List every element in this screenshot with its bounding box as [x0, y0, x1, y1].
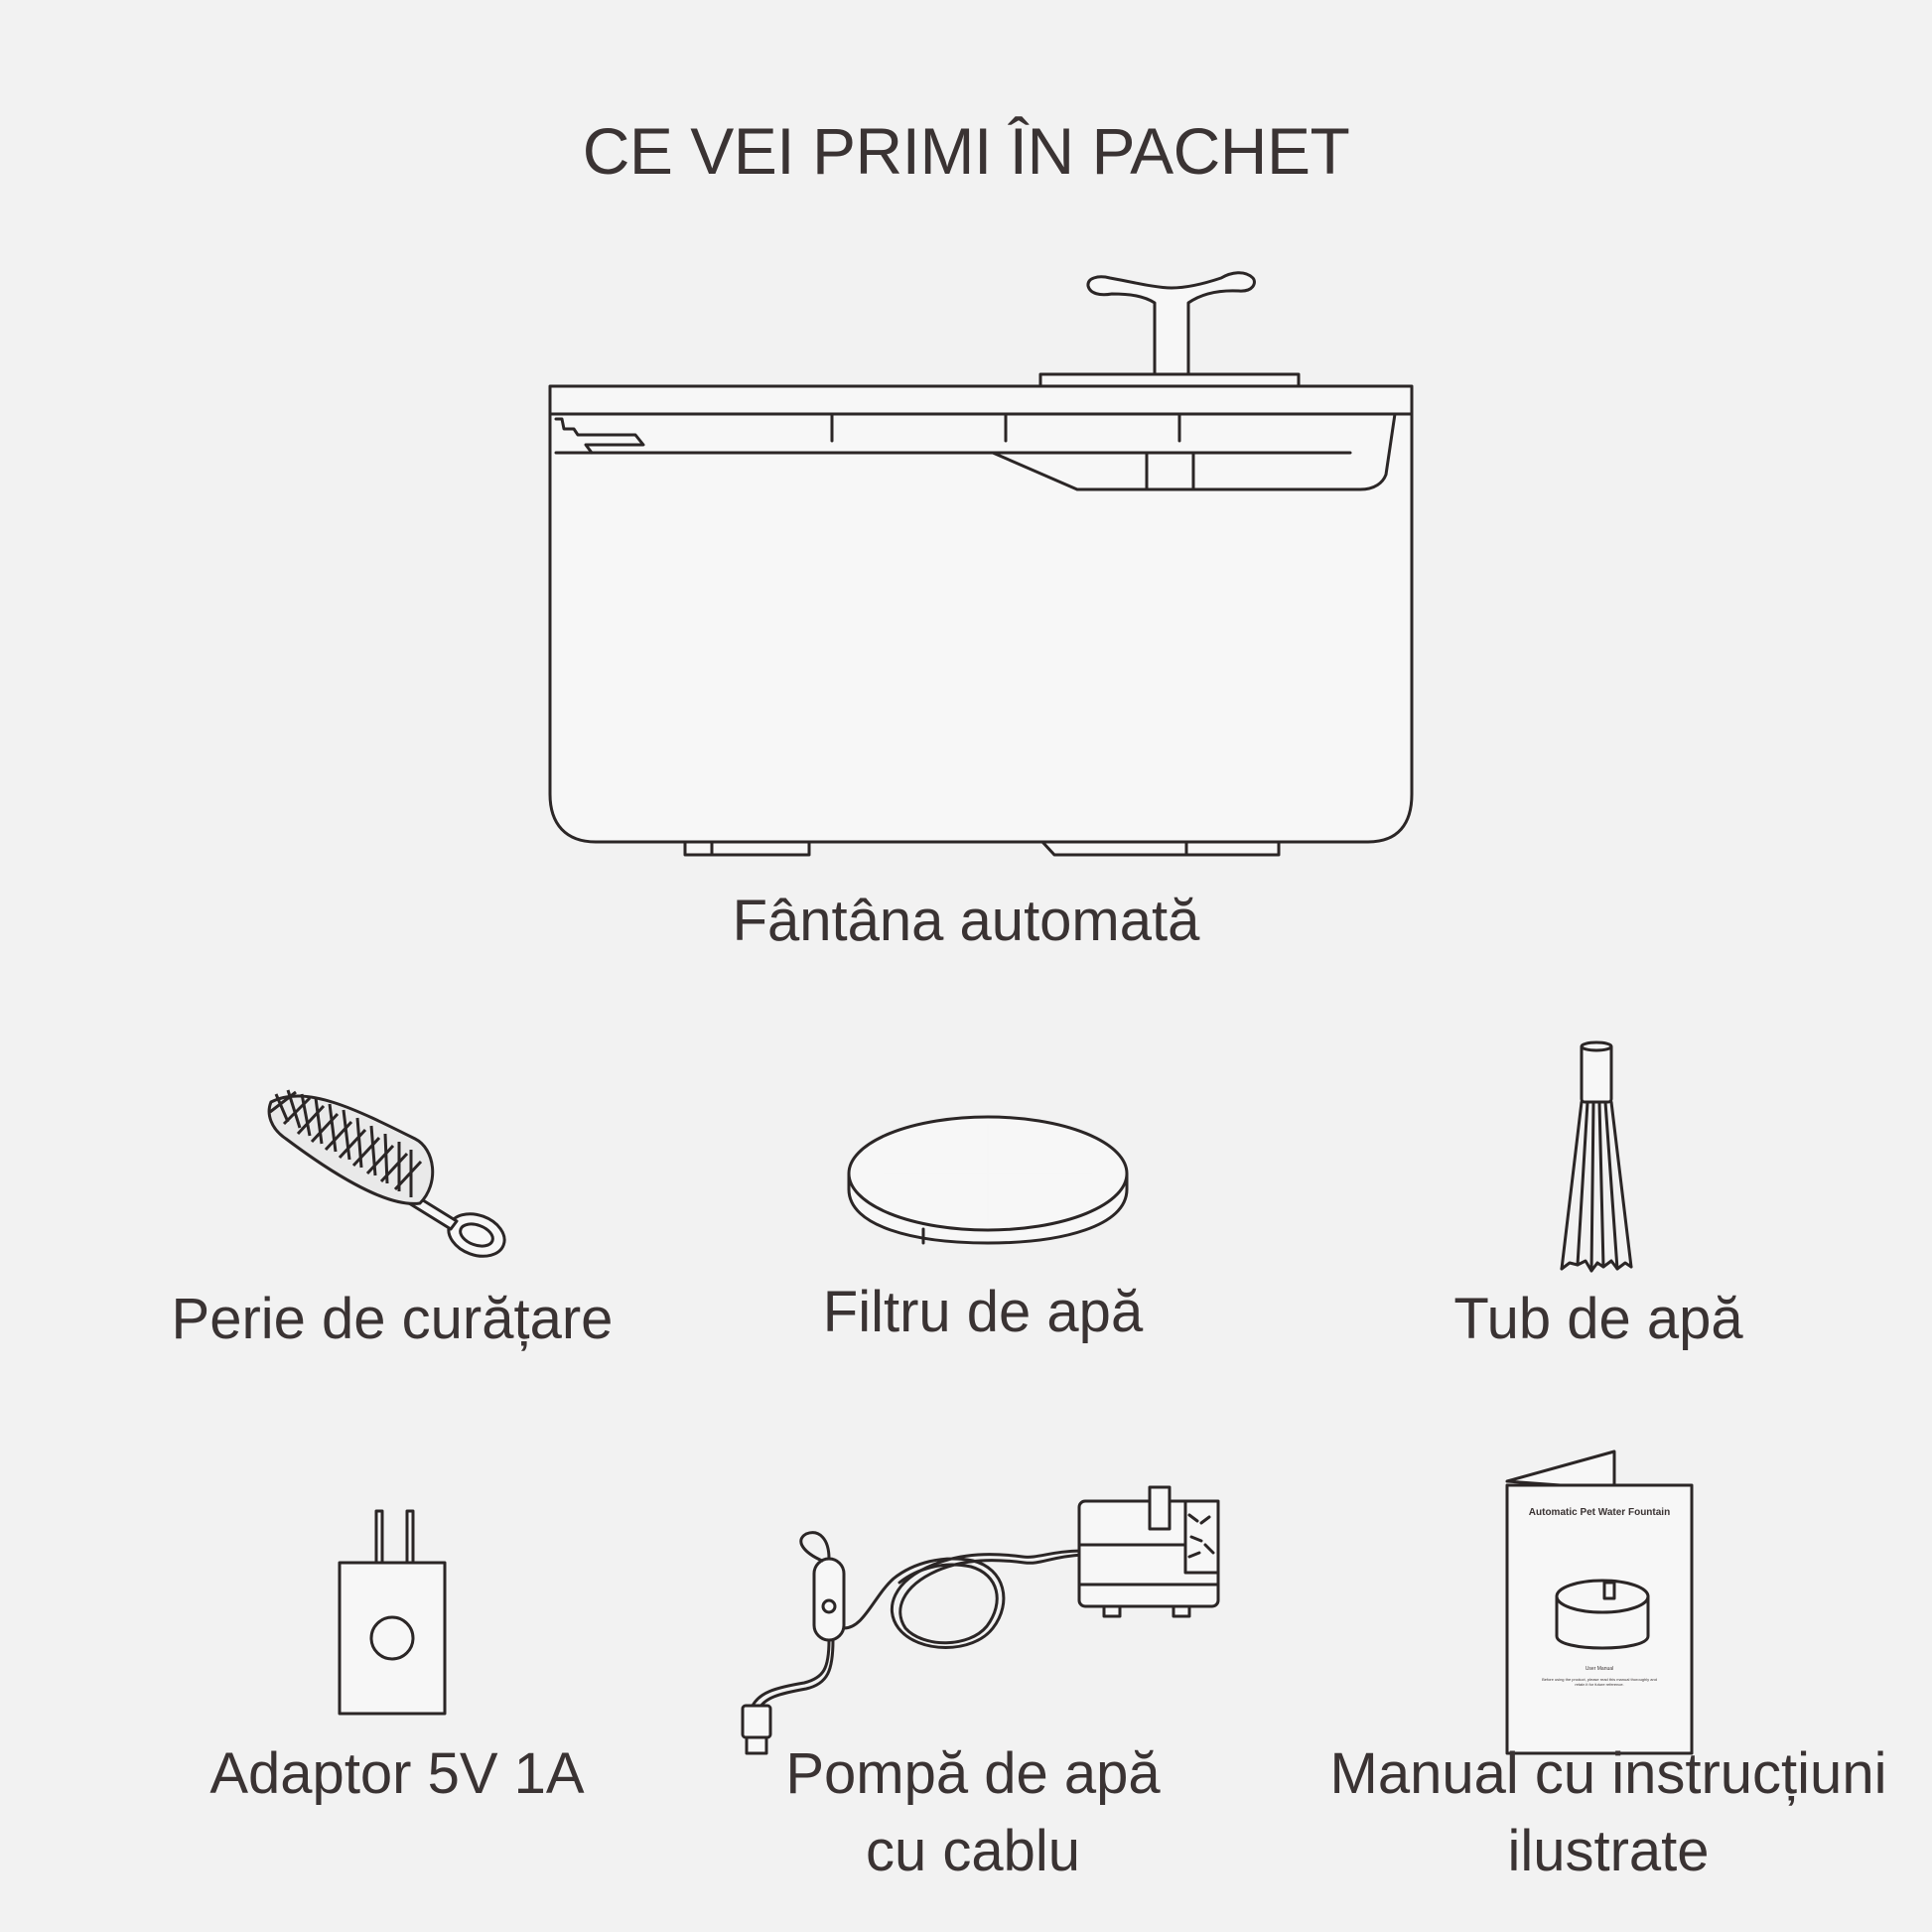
- manual-label-line1: Manual cu instrucțiuni: [1329, 1741, 1887, 1806]
- tube-label: Tub de apă: [1453, 1287, 1743, 1351]
- water-filter-icon: [844, 1112, 1132, 1251]
- brush-label: Perie de curățare: [171, 1287, 614, 1351]
- manual-cover-note: Before using the product, please read this manual thoroughly and retain it for future reference.: [1542, 1677, 1657, 1687]
- manual-label-line2: ilustrate: [1507, 1819, 1710, 1883]
- manual-booklet-icon: [1501, 1448, 1700, 1745]
- fountain-icon: [0, 0, 1932, 894]
- water-tube-icon: [1554, 1038, 1643, 1277]
- filter-label: Filtru de apă: [822, 1280, 1144, 1344]
- cleaning-brush-icon: [266, 1084, 544, 1263]
- water-pump-icon: [735, 1479, 1251, 1777]
- fountain-label: Fântâna automată: [732, 889, 1200, 953]
- adapter-label: Adaptor 5V 1A: [209, 1741, 585, 1806]
- manual-cover-title: Automatic Pet Water Fountain: [1528, 1507, 1671, 1518]
- power-adapter-icon: [336, 1507, 455, 1725]
- manual-cover-subtitle: User Manual: [1585, 1666, 1614, 1672]
- pump-label-line2: cu cablu: [865, 1819, 1081, 1883]
- page-title: CE VEI PRIMI ÎN PACHET: [582, 114, 1350, 188]
- pump-label-line1: Pompă de apă: [785, 1741, 1161, 1806]
